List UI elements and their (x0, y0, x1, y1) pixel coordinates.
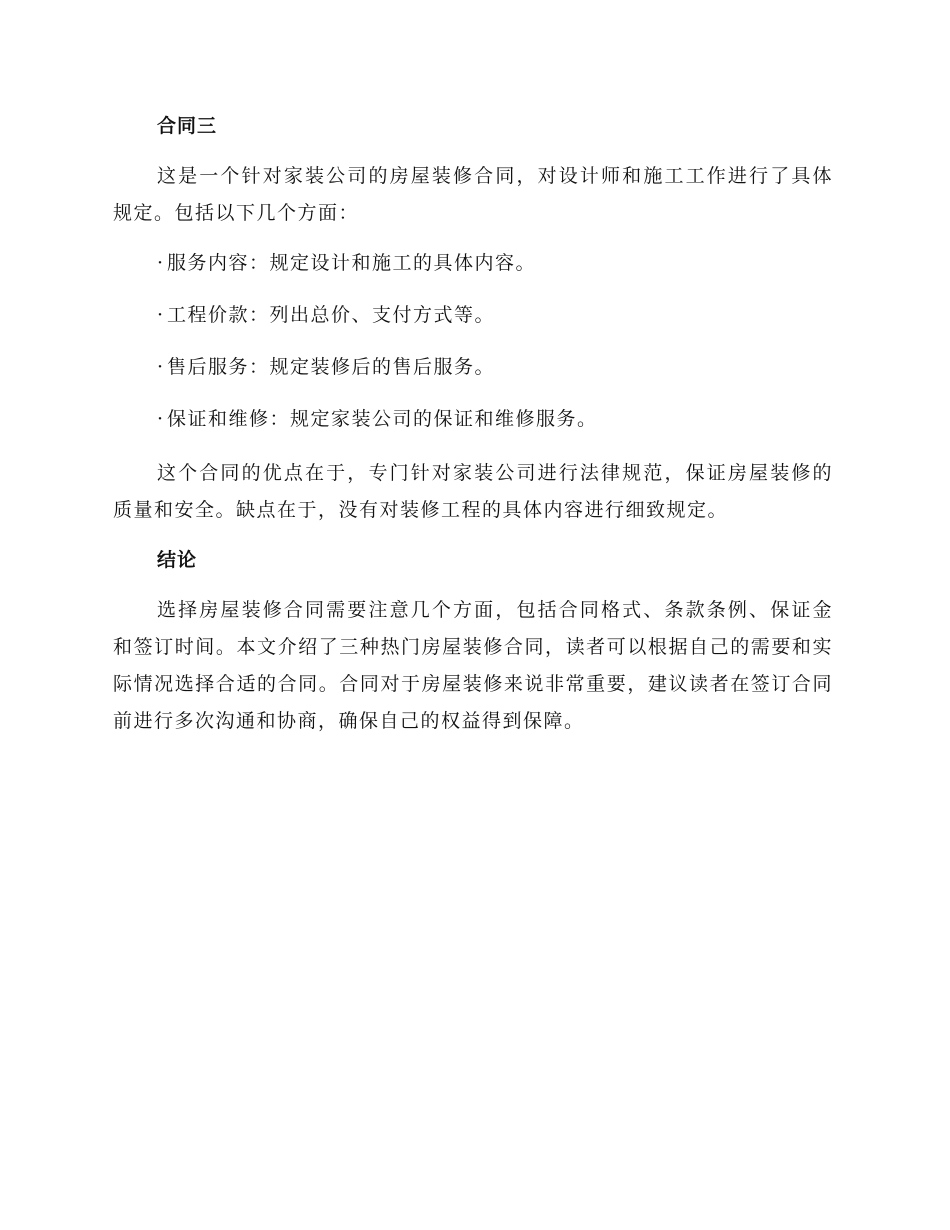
bullet-text: 售后服务：规定装修后的售后服务。 (167, 356, 496, 378)
bullet-text: 工程价款：列出总价、支付方式等。 (167, 304, 496, 326)
bullet-dot-icon: · (157, 304, 165, 326)
bullet-text: 保证和维修：规定家装公司的保证和维修服务。 (167, 408, 598, 430)
section-heading-contract-3: 合同三 (157, 115, 218, 137)
bullet-dot-icon: · (157, 408, 165, 430)
contract-3-intro: 这是一个针对家装公司的房屋装修合同，对设计师和施工工作进行了具体规定。包括以下几个方面： (113, 165, 833, 224)
bullet-item (113, 299, 833, 331)
bullet-item (113, 247, 833, 279)
bullet-dot-icon: · (157, 356, 165, 378)
conclusion-body: 选择房屋装修合同需要注意几个方面，包括合同格式、条款条例、保证金和签订时间。本文介绍了三种热门房屋装修合同，读者可以根据自己的需要和实际情况选择合适的合同。合同对于房屋装修来说非常重要，建议读者在签订合同前进行多次沟通和协商，确保自己的权益得到保障。 (113, 599, 833, 732)
contract-3-summary: 这个合同的优点在于，专门针对家装公司进行法律规范，保证房屋装修的质量和安全。缺点在于，没有对装修工程的具体内容进行细致规定。 (113, 462, 833, 521)
bullet-text: 服务内容：规定设计和施工的具体内容。 (167, 252, 537, 274)
bullet-item (113, 403, 833, 435)
bullet-item (113, 351, 833, 383)
bullet-dot-icon: · (157, 252, 165, 274)
section-heading-conclusion: 结论 (157, 549, 198, 571)
document-page (113, 110, 833, 755)
